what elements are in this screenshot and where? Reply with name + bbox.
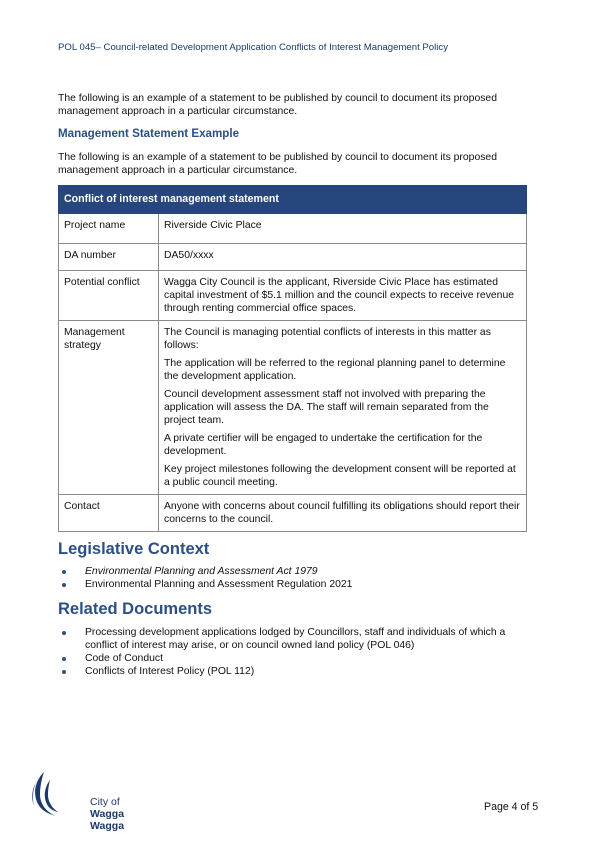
bullet-icon [62, 570, 66, 574]
city-logo [30, 770, 140, 832]
row-value: DA50/xxxx [159, 244, 527, 271]
table-row [59, 214, 527, 244]
related-documents-list [58, 626, 533, 678]
row-value: Riverside Civic Place [159, 214, 527, 244]
wave-logo-icon [30, 770, 60, 820]
management-statement-table [58, 185, 527, 532]
row-value: The Council is managing potential conflicts of interests in this matter as follows: The application will be referred to the regional planning panel to determine the development application. Council development assessment staff not involved with preparing the application will assess the DA. The staff will remain separated from the project team. A private certifier will be engaged to undertake the certification for the development. Key project milestones following the development consent will be reported at a public council meeting. [159, 321, 527, 495]
page-number: Page 4 of 5 [484, 801, 539, 813]
row-label: Potential conflict [59, 271, 159, 321]
row-label: Project name [59, 214, 159, 244]
table-row [59, 244, 527, 271]
table-header-row [59, 186, 527, 214]
list-item: Code of Conduct [58, 652, 533, 665]
row-label: Management strategy [59, 321, 159, 495]
document-header: POL 045– Council-related Development Application Conflicts of Interest Management Policy [58, 42, 448, 53]
list-item: Environmental Planning and Assessment Regulation 2021 [58, 578, 533, 591]
row-value: Anyone with concerns about council fulfilling its obligations should report their concerns to the council. [159, 495, 527, 532]
management-statement-heading: Management Statement Example [58, 127, 240, 140]
row-value: Wagga City Council is the applicant, Riverside Civic Place has estimated capital investment of $5.1 million and the council expects to receive revenue through renting commercial office spaces. [159, 271, 527, 321]
table-row [59, 495, 527, 532]
logo-line-1: City of [90, 796, 120, 808]
related-documents-heading: Related Documents [58, 600, 213, 618]
list-item: Environmental Planning and Assessment Act 1979 [58, 565, 533, 578]
bullet-icon [62, 583, 66, 587]
list-item: Processing development applications lodged by Councillors, staff and individuals of which a conflict of interest may arise, or on council owned land policy (POL 046) [58, 626, 533, 652]
management-statement-paragraph: The following is an example of a statement to be published by council to document its proposed management approach in a particular circumstance. [58, 152, 497, 176]
table-row [59, 271, 527, 321]
legislative-context-heading: Legislative Context [58, 540, 210, 558]
bullet-icon [62, 670, 66, 674]
list-item: Conflicts of Interest Policy (POL 112) [58, 665, 533, 678]
intro-paragraph: The following is an example of a statement to be published by council to document its proposed management approach in a particular circumstance. [58, 93, 497, 117]
row-label: DA number [59, 244, 159, 271]
logo-line-2: Wagga Wagga [90, 808, 125, 832]
bullet-icon [62, 657, 66, 661]
table-header: Conflict of interest management statement [59, 186, 527, 214]
table-row [59, 321, 527, 495]
row-label: Contact [59, 495, 159, 532]
bullet-icon [62, 631, 66, 635]
legislative-context-list [58, 565, 533, 591]
